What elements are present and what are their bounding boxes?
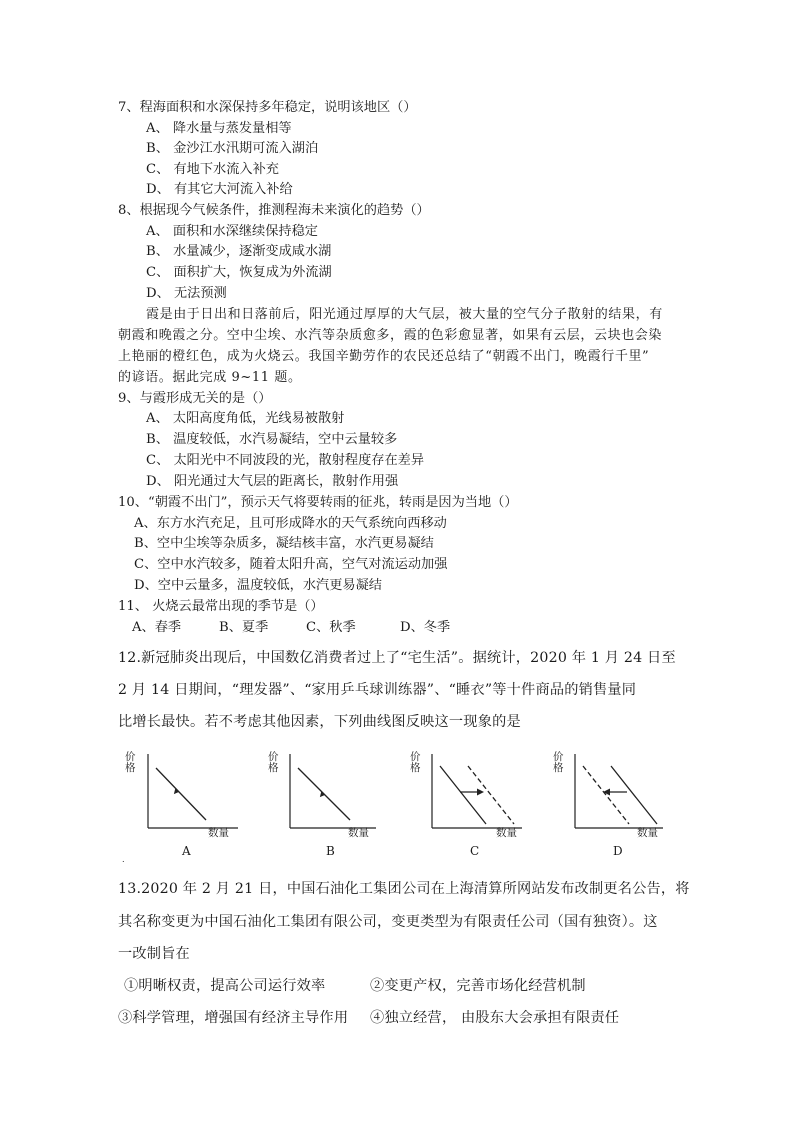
q10-option-d: D、空中云量多，温度较低，水汽更易凝结 [134, 578, 382, 593]
graph-d-y-axis: 价格 [553, 751, 564, 774]
q10-stem: 10、“朝霞不出门”，预示天气将要转雨的征兆，转雨是因为当地（） [118, 495, 518, 510]
q13-choice-1: ①明晰权责，提高公司运行效率 [124, 978, 326, 994]
q9-option-d: D、 阳光通过大气层的距离长，散射作用强 [146, 474, 399, 489]
demand-curve-shifted [468, 766, 514, 824]
q7-option-d: D、 有其它大河流入补给 [146, 182, 293, 197]
q8-option-b: B、 水量减少，逐渐变成咸水湖 [146, 244, 332, 259]
graph-c-svg [410, 746, 530, 858]
graph-b-y-axis: 价格 [268, 751, 279, 774]
arrow-left-icon [603, 789, 610, 796]
q13-line-2: 其名称变更为中国石油化工集团有限公司，变更类型为有限责任公司（国有独资）。这 [118, 914, 658, 930]
graph-d-x-axis: 数量 [637, 827, 658, 839]
passage-line-4: 的谚语。据此完成 9~11 题。 [118, 370, 302, 385]
q7-option-a: A、 降水量与蒸发量相等 [146, 121, 292, 136]
q9-option-a: A、 太阳高度角低，光线易被散射 [146, 411, 345, 426]
graph-b-x-axis: 数量 [348, 827, 369, 839]
q12-line-1: 12.新冠肺炎出现后，中国数亿消费者过上了“宅生活”。据统计，2020 年 1 月 24 日至 [118, 650, 676, 666]
q13-choice-3: ③科学管理，增强国有经济主导作用 [118, 1010, 349, 1026]
q8-stem: 8、根据现今气候条件，推测程海未来演化的趋势（） [118, 203, 430, 218]
arrow-right-icon [477, 789, 484, 796]
graph-c-y-axis: 价格 [410, 751, 421, 774]
graph-c-x-axis: 数量 [496, 827, 517, 839]
graph-a-x-axis: 数量 [208, 827, 229, 839]
graph-d-label: D [613, 844, 623, 858]
arrow-down-icon [318, 791, 325, 798]
graph-b [266, 746, 386, 858]
q13-line-3: 一改制旨在 [118, 946, 190, 962]
q11-stem: 11、 火烧云最常出现的季节是（） [118, 599, 324, 614]
q10-option-b: B、空中尘埃等杂质多，凝结核丰富，水汽更易凝结 [134, 536, 434, 551]
q12-line-3: 比增长最快。若不考虑其他因素，下列曲线图反映这一现象的是 [118, 714, 521, 730]
q10-option-a: A、东方水汽充足，且可形成降水的天气系统向西移动 [134, 516, 447, 531]
q13-choice-4: ④独立经营， 由股东大会承担有限责任 [370, 1010, 620, 1026]
graph-c [410, 746, 530, 858]
demand-curve-original [440, 766, 486, 824]
passage-line-2: 朝霞和晚霞之分。空中尘埃、水汽等杂质愈多，霞的色彩愈显著，如果有云层，云块也会染 [118, 328, 663, 343]
demand-curve-original [611, 766, 657, 824]
q9-option-b: B、 温度较低，水汽易凝结，空中云量较多 [146, 432, 398, 447]
q8-option-d: D、 无法预测 [146, 286, 227, 301]
q9-stem: 9、与霞形成无关的是（） [118, 391, 272, 406]
q9-option-c: C、 太阳光中不同波段的光，散射程度存在差异 [146, 453, 425, 468]
graph-b-svg [266, 746, 386, 858]
q7-stem: 7、程海面积和水深保持多年稳定，说明该地区（） [118, 100, 417, 115]
passage-line-1: 霞是由于日出和日落前后，阳光通过厚厚的大气层，被大量的空气分子散射的结果，有 [146, 307, 663, 322]
q13-line-1: 13.2020 年 2 月 21 日，中国石油化工集团公司在上海清算所网站发布改制更名公告，将 [118, 881, 690, 897]
demand-curve [298, 768, 350, 820]
q10-option-c: C、空中水汽较多，随着太阳升高，空气对流运动加强 [134, 557, 448, 572]
demand-curve [156, 768, 206, 820]
stray-dot: . [122, 855, 125, 864]
q11-option-d: D、冬季 [400, 620, 451, 635]
graph-a-y-axis: 价格 [125, 751, 136, 774]
demand-curve-shifted [583, 766, 629, 824]
passage-line-3: 上艳丽的橙红色，成为火烧云。我国辛勤劳作的农民还总结了“朝霞不出门，晚霞行千里” [118, 349, 650, 364]
q7-option-b: B、 金沙江水汛期可流入湖泊 [146, 141, 319, 156]
graph-b-label: B [326, 844, 335, 858]
q8-option-c: C、 面积扩大，恢复成为外流湖 [146, 265, 332, 280]
graph-a-label: A [182, 844, 191, 858]
q12-line-2: 2 月 14 日期间，“理发器”、“家用乒乓球训练器”、“睡衣”等十件商品的销售量同 [118, 682, 637, 698]
q11-option-a: A、春季 [132, 620, 182, 635]
graph-c-label: C [470, 844, 480, 858]
q13-choice-2: ②变更产权，完善市场化经营机制 [370, 978, 586, 994]
arrow-down-icon [172, 788, 179, 795]
graph-d [555, 746, 675, 858]
graph-a-svg [120, 746, 240, 858]
graph-d-svg [555, 746, 675, 858]
graph-a [120, 746, 240, 858]
q11-option-b: B、夏季 [219, 620, 269, 635]
q7-option-c: C、 有地下水流入补充 [146, 162, 279, 177]
q11-option-c: C、秋季 [306, 620, 356, 635]
q8-option-a: A、 面积和水深继续保持稳定 [146, 224, 318, 239]
